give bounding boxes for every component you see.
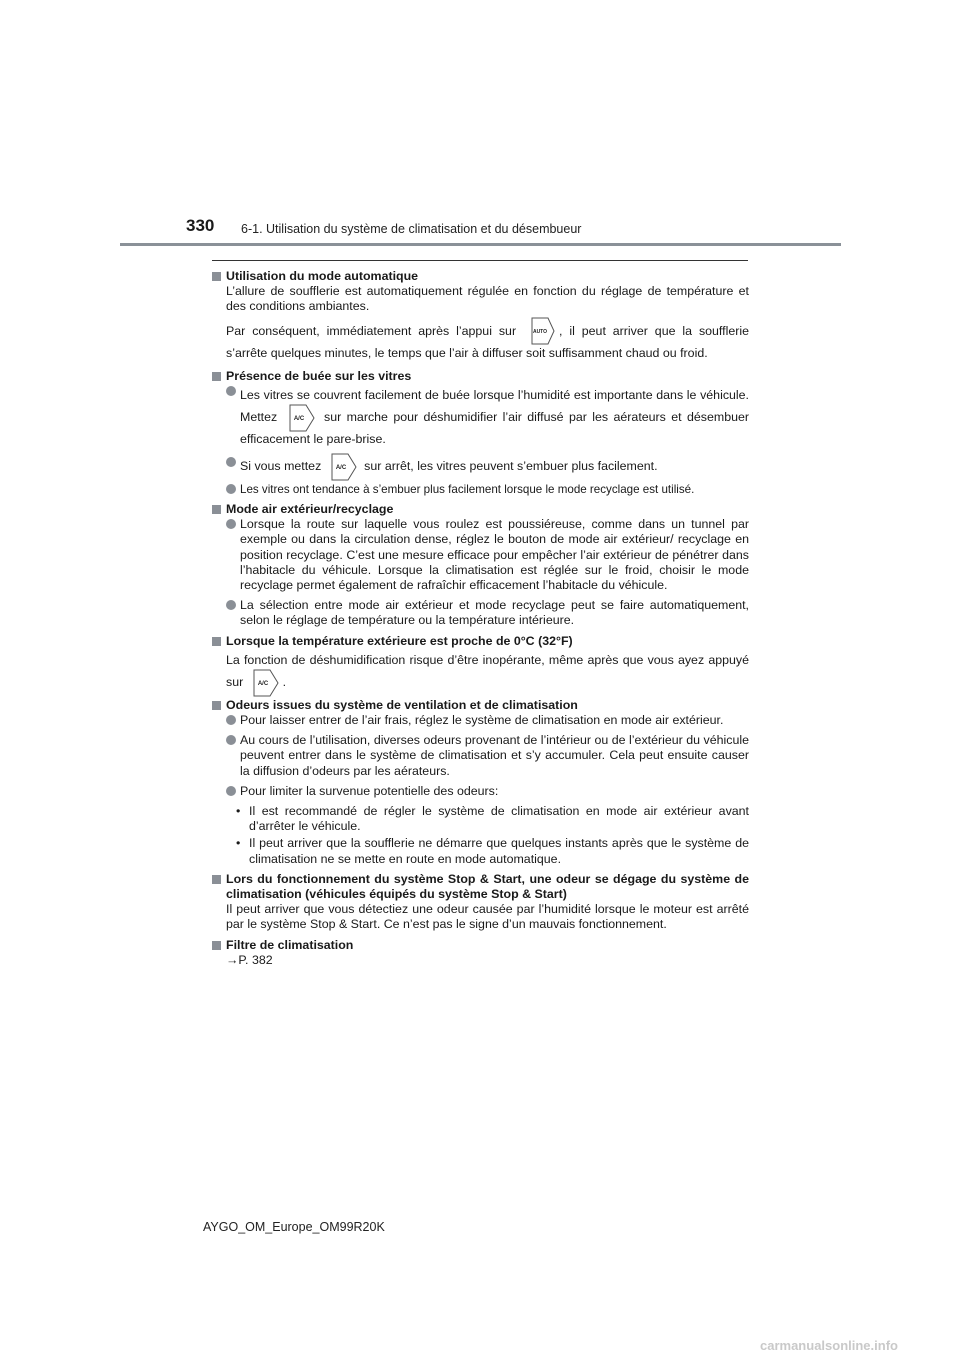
svg-text:AUTO: AUTO: [532, 329, 548, 336]
list-item: Au cours de l’utilisation, diverses odeurs provenant de l’intérieur ou de l’extérieur du véhicule peuvent entrer dans le système de climatisation et s’y accumuler. Cela peut ensuite causer la diffusion d’odeurs par les aérateurs.: [226, 733, 749, 779]
svg-text:A/C: A/C: [293, 415, 304, 422]
round-bullet-icon: [226, 386, 236, 396]
list-item: Si vous mettez A/C sur arrêt, les vitres peuvent s’embuer plus facilement.: [226, 455, 749, 477]
list-item: Lorsque la route sur laquelle vous roulez est poussiéreuse, comme dans un tunnel par exemple ou dans la circulation dense, réglez le bouton de mode air extérieur/ recyclage en position recyclage. C’est une mesure efficace pour empêcher l’air extérieur de pénétrer dans l’habitacle du véhicule. Lorsque la climatisation est réglée sur le froid, choisir le mode recyclage permet également de rafraîchir efficacement l’habitacle du véhicule.: [226, 517, 749, 593]
ac-button-icon: [286, 403, 316, 433]
list-item: Les vitres se couvrent facilement de buée lorsque l’humidité est importante dans le véhicule. Mettez A/C sur marche pour déshumidifier l’air diffusé par les aérateurs et désembuer efficacement le pare-brise.: [226, 384, 749, 450]
section-stop-start: [212, 872, 749, 933]
square-bullet-icon: [212, 637, 221, 646]
list-item: Pour laisser entrer de l’air frais, réglez le système de climatisation en mode air extérieur.: [226, 713, 749, 728]
list-item: La sélection entre mode air extérieur et mode recyclage peut se faire automatiquement, selon le réglage de température ou la température intérieure.: [226, 598, 749, 628]
section-title: Lorsque la température extérieure est proche de 0°C (32°F): [212, 634, 749, 649]
ac-button-icon: [250, 668, 280, 698]
list-item: Pour limiter la survenue potentielle des odeurs:: [226, 784, 749, 799]
section-recirculation: [212, 502, 749, 629]
ac-button-icon: [328, 452, 358, 482]
square-bullet-icon: [212, 372, 221, 381]
square-bullet-icon: [212, 875, 221, 884]
sub-list-item: • Il peut arriver que la soufflerie ne démarre que quelques instants après que le système de climatisation ne se mette en route en mode automatique.: [236, 836, 749, 866]
section-title: Lors du fonctionnement du système Stop & Start, une odeur se dégage du système de climatisation (véhicules équipés du système Stop & Start): [212, 872, 749, 902]
list-item: Les vitres ont tendance à s’embuer plus facilement lorsque le mode recyclage est utilisé.: [226, 482, 749, 497]
sub-list-item: • Il est recommandé de régler le système de climatisation en mode air extérieur avant d’arrêter le véhicule.: [236, 804, 749, 834]
square-bullet-icon: [212, 505, 221, 514]
paragraph: La fonction de déshumidification risque d’être inopérante, même après que vous ayez appuyé sur A/C .: [226, 649, 749, 693]
round-bullet-icon: [226, 600, 236, 610]
round-bullet-icon: [226, 735, 236, 745]
header-rule: [120, 243, 841, 246]
square-bullet-icon: [212, 701, 221, 710]
paragraph: Par conséquent, immédiatement après l’appui sur AUTO , il peut arriver que la soufflerie s’arrête quelques minutes, le temps que l’air à diffuser soit suffisamment chaud ou froid.: [226, 320, 749, 364]
round-bullet-icon: [226, 457, 236, 467]
section-odors: [212, 698, 749, 867]
svg-text:A/C: A/C: [335, 464, 346, 471]
square-bullet-icon: [212, 272, 221, 281]
round-bullet-icon: [226, 786, 236, 796]
paragraph: Il peut arriver que vous détectiez une odeur causée par l’humidité lorsque le moteur est arrêté par le système Stop & Start. Ce n’est pas le signe d’un mauvais fonctionnement.: [226, 902, 749, 932]
section-rule: [212, 260, 748, 261]
section-title: Filtre de climatisation: [212, 938, 749, 953]
section-filter: [212, 938, 749, 968]
round-bullet-icon: [226, 519, 236, 529]
auto-button-icon: [526, 316, 556, 346]
section-title: Présence de buée sur les vitres: [212, 369, 749, 384]
watermark: carmanualsonline.info: [760, 1338, 898, 1353]
page-reference-link[interactable]: →P. 382: [226, 952, 273, 967]
section-fogging: [212, 369, 749, 497]
chapter-title: 6-1. Utilisation du système de climatisation et du désembueur: [241, 222, 582, 236]
section-cold-temperature: [212, 634, 749, 693]
svg-text:A/C: A/C: [257, 680, 268, 687]
section-auto-mode: [212, 269, 749, 364]
footer-code: AYGO_OM_Europe_OM99R20K: [203, 1220, 385, 1234]
round-bullet-icon: [226, 484, 236, 494]
page-content: [212, 269, 749, 973]
section-title: Odeurs issues du système de ventilation et de climatisation: [212, 698, 749, 713]
round-bullet-icon: [226, 715, 236, 725]
section-title: Mode air extérieur/recyclage: [212, 502, 749, 517]
square-bullet-icon: [212, 941, 221, 950]
page-number: 330: [186, 216, 215, 235]
section-title: Utilisation du mode automatique: [212, 269, 749, 284]
paragraph: L’allure de soufflerie est automatiquement régulée en fonction du réglage de température et des conditions ambiantes.: [226, 284, 749, 314]
